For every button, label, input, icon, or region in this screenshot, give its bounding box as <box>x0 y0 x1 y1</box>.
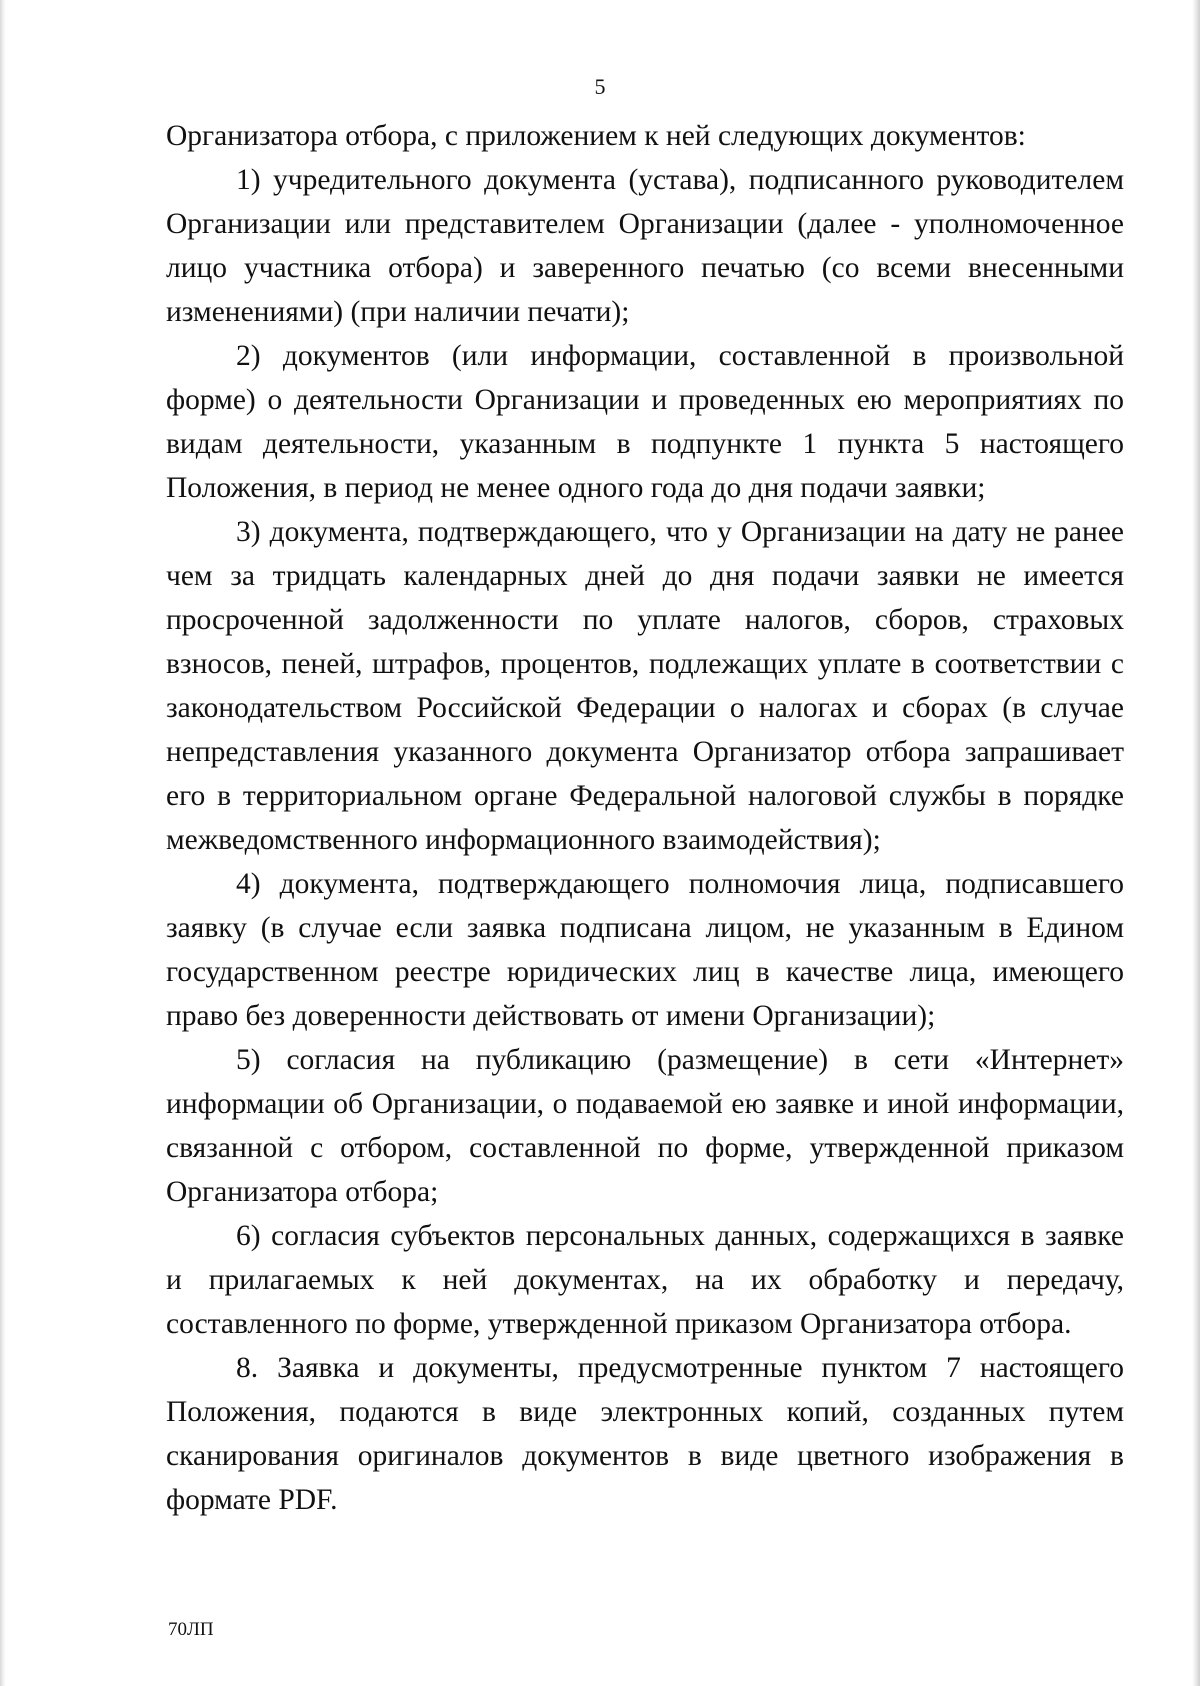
paragraph-item-4: 4) документа, подтверждающего полномочия лица, подписавшего заявку (в случае если заявка подписана лицом, не указанным в Едином государственном реестре юридических лиц в качестве лица, имеющего право без доверенности действовать от имени Организации); <box>166 868 1124 1032</box>
paragraph-item-1: 1) учредительного документа (устава), подписанного руководителем Организации или представителем Организации (далее - уполномоченное лицо участника отбора) и заверенного печатью (со всеми внесенными изменениями) (при наличии печати); <box>166 164 1124 328</box>
scan-edge-right <box>1192 0 1200 1686</box>
paragraph-clause-8: 8. Заявка и документы, предусмотренные пунктом 7 настоящего Положения, подаются в виде электронных копий, созданных путем сканирования оригиналов документов в виде цветного изображения в формате PDF. <box>166 1352 1124 1516</box>
footer-document-code: 70ЛП <box>168 1619 214 1640</box>
scan-edge-left <box>0 0 6 1686</box>
paragraph-item-6: 6) согласия субъектов персональных данных, содержащихся в заявке и прилагаемых к ней документах, на их обработку и передачу, составленного по форме, утвержденной приказом Организатора отбора. <box>166 1220 1124 1340</box>
paragraph-item-3: 3) документа, подтверждающего, что у Организации на дату не ранее чем за тридцать календарных дней до дня подачи заявки не имеется просроченной задолженности по уплате налогов, сборов, страховых взносов, пеней, штрафов, процентов, подлежащих уплате в соответствии с законодательством Российской Федерации о налогах и сборах (в случае непредставления указанного документа Организатор отбора запрашивает его в территориальном органе Федеральной налоговой службы в порядке межведомственного информационного взаимодействия); <box>166 516 1124 856</box>
paragraph-item-2: 2) документов (или информации, составленной в произвольной форме) о деятельности Организации и проведенных ею мероприятиях по видам деятельности, указанным в подпункте 1 пункта 5 настоящего Положения, в период не менее одного года до дня подачи заявки; <box>166 340 1124 504</box>
document-body <box>166 114 1124 1522</box>
page-number: 5 <box>594 74 606 99</box>
paragraph-item-5: 5) согласия на публикацию (размещение) в сети «Интернет» информации об Организации, о подаваемой ею заявке и иной информации, связанной с отбором, составленной по форме, утвержденной приказом Организатора отбора; <box>166 1044 1124 1208</box>
paragraph-continuation: Организатора отбора, с приложением к ней следующих документов: <box>166 120 1026 152</box>
